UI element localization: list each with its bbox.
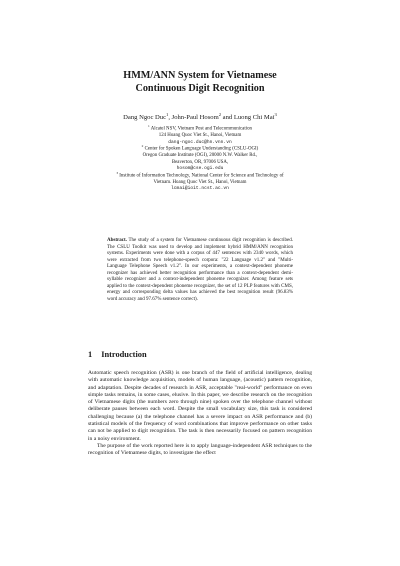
section-body [88, 370, 312, 458]
affiliation-email: hosom@cse.ogi.edu [176, 166, 224, 172]
body-paragraph: Automatic speech recognition (ASR) is one branch of the field of artificial intelligence, dealing with automatic knowledge acquisition, models of human language, (acoustic) pattern recognition, and adaptation. Despite decades of research in ASR, acceptable "real-world" performance on even simple tasks remains, in some cases, elusive. In this paper, we describe research on the recognition of Vietnamese digits (the numbers zero through nine) spoken over the telephone channel without deliberate pauses between each word. Despite the small vocabulary size, this task is considered challenging because (a) the telephone channel has a severe impact on ASR performance and (b) statistical models of the frequency of word combinations that improve performance on other tasks can not be applied to digit recognition. The task is then necessarily focused on pattern recognition in a noisy environment. [88, 370, 312, 442]
affiliation-email: lcmai@ioit.ncst.ac.vn [171, 186, 229, 192]
affiliation-sup: 3 [116, 170, 119, 175]
affiliation-3 [60, 170, 340, 193]
abstract-label: Abstract. [107, 238, 127, 243]
author-sup: 3 [274, 111, 277, 117]
paper-title [0, 69, 400, 95]
affiliations [60, 126, 340, 193]
affiliation-line: Oregon Graduate Institute (OGI), 20000 N.W. Walker Rd., [142, 153, 258, 159]
affiliation-2 [60, 146, 340, 173]
section-number: 1 [88, 350, 93, 359]
author-name: Luong Chi Mai [233, 114, 275, 121]
affiliation-line: Institute of Information Technology, National Center for Science and Technology of [119, 173, 284, 179]
title-line-1: HMM/ANN System for Vietnamese [123, 70, 277, 81]
affiliation-sup: 1 [148, 124, 150, 128]
body-paragraph: The purpose of the work reported here is to apply language-independent ASR techniques to the recognition of Vietnamese digits, to investigate the effect [88, 442, 312, 457]
section-heading [88, 350, 147, 360]
affiliation-line: Beaverton, OR, 97006 USA, [171, 159, 229, 165]
title-line-2: Continuous Digit Recognition [135, 83, 265, 94]
affiliation-line: Vietnam. Hoang Quoc Viet St., Hanoi, Vietnam [153, 179, 247, 185]
affiliation-line: Alcatel NSV, Vietnam Post and Telecommunication [150, 126, 252, 132]
affiliation-line: Center for Spoken Language Understanding (CSLU-OGI) [144, 146, 259, 152]
affiliation-email: dang-ngoc.duc@hn.vnn.vn [168, 139, 232, 145]
author-name: John-Paul Hosom [171, 114, 219, 121]
abstract-text: The study of a system for Vietnamese continuous digit recognition is described. The CSLU Toolkit was used to develop and implement hybrid HMM/ANN recognition systems. Experiments were done with a corpus of 447 sentences with 2340 words, which were extracted from two telephone-speech corpora: "22 Language v1.2" and "Multi-Language Telephone Speech v1.2". In our experiments, a context-dependent phoneme recognizer has achieved better recognition performance than a context-dependent demi-syllable recognizer and a context-independent phoneme recognizer. Among feature sets applied to the context-dependent phoneme recognizer, the set of 12 PLP features with CMS, energy and corresponding delta values has achieved the best recognition result (96.83% word accuracy and 97.67% sentence correct). [107, 238, 293, 302]
affiliation-line: 124 Hoang Quoc Viet St., Hanoi, Vietnam [158, 133, 242, 139]
section-title: Introduction [101, 350, 147, 359]
author-name: Dang Ngoc Duc [123, 114, 167, 121]
author-list [0, 111, 400, 122]
author-sup: 1 [166, 111, 169, 117]
author-and: and [221, 114, 234, 121]
affiliation-sup: 2 [141, 144, 144, 149]
author-sup: 2 [218, 111, 222, 117]
author-separator: , [168, 114, 172, 121]
abstract [107, 238, 293, 303]
